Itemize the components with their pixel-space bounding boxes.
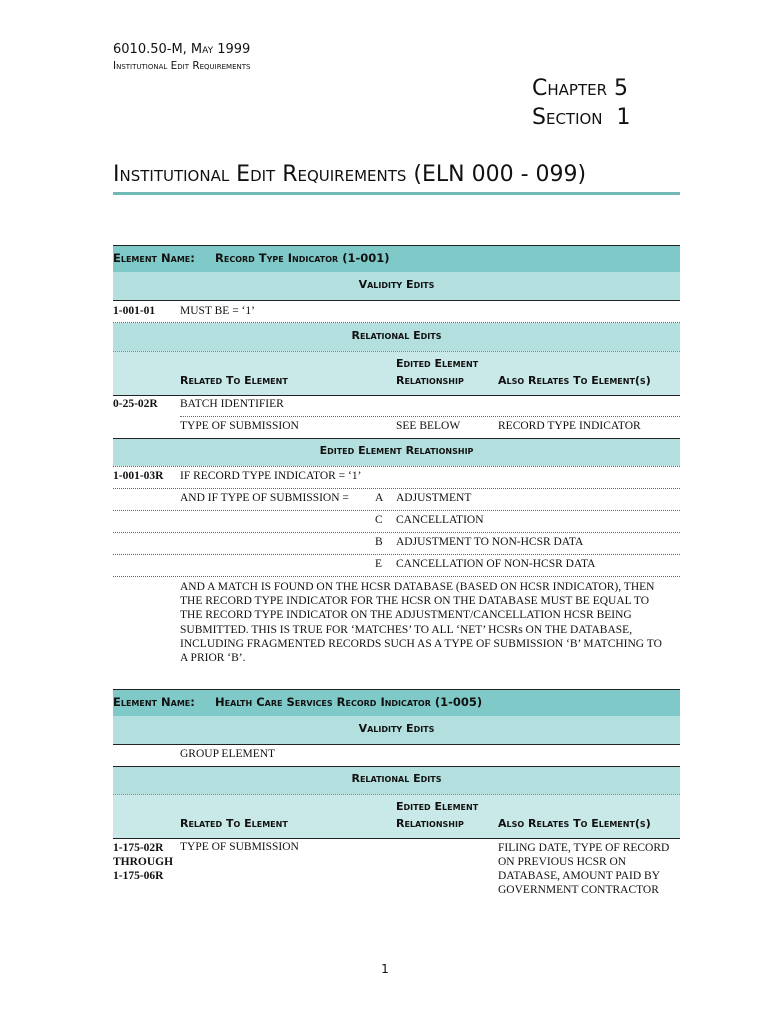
eer-paragraph-line: THE RECORD TYPE INDICATOR ON THE ADJUSTMENT/CANCELLATION HCSR BEING — [180, 609, 632, 622]
col-edited-2: Relationship — [396, 374, 464, 387]
eer-paragraph-line: A PRIOR ‘B’. — [180, 652, 246, 665]
eer-option-code: C — [375, 514, 383, 526]
also-line: ON PREVIOUS HCSR ON — [498, 856, 627, 868]
col-edited-1: Edited Element — [396, 800, 479, 813]
eer-paragraph-line: AND A MATCH IS FOUND ON THE HCSR DATABASE (BASED ON HCSR INDICATOR), THEN — [180, 581, 655, 593]
validity-heading: Validity Edits — [358, 278, 435, 291]
divider — [113, 466, 680, 467]
eer-option-code: B — [375, 536, 383, 548]
col-edited-1: Edited Element — [396, 357, 479, 370]
also-line: GOVERNMENT CONTRACTOR — [498, 884, 659, 896]
divider — [113, 744, 680, 745]
element-name-value: Health Care Services Record Indicator (1-005) — [215, 695, 483, 709]
divider — [113, 532, 680, 533]
rel-code: 0-25-02R — [113, 398, 158, 410]
code-line: 1-175-02R — [113, 842, 164, 854]
relational-heading: Relational Edits — [351, 772, 442, 785]
divider — [113, 438, 680, 439]
code-line: 1-175-06R — [113, 870, 164, 882]
validity-text: MUST BE = ‘1’ — [180, 305, 255, 317]
divider — [113, 554, 680, 555]
eer-paragraph-line: INCLUDING FRAGMENTED RECORDS SUCH AS A TYPE OF SUBMISSION ‘B’ MATCHING TO — [180, 637, 662, 650]
also-line: FILING DATE, TYPE OF RECORD — [498, 842, 670, 854]
divider — [113, 351, 680, 352]
rel-element: TYPE OF SUBMISSION — [180, 841, 299, 853]
eer-heading: Edited Element Relationship — [319, 444, 474, 457]
rel-row1-element: BATCH IDENTIFIER — [180, 398, 284, 410]
element-name-value: Record Type Indicator (1-001) — [215, 251, 390, 265]
section-label: Section 1 — [532, 105, 631, 130]
divider — [113, 689, 680, 690]
validity-heading: Validity Edits — [358, 722, 435, 735]
validity-text: GROUP ELEMENT — [180, 748, 276, 760]
rel-row2-relationship: SEE BELOW — [396, 420, 461, 432]
divider — [113, 794, 680, 795]
col-also: Also Relates To Element(s) — [498, 817, 651, 830]
code-block — [113, 841, 173, 883]
col-also: Also Relates To Element(s) — [498, 374, 651, 387]
eer-paragraph-line: SUBMITTED. THIS IS TRUE FOR ‘MATCHES’ TO ALL ‘NET’ HCSRs ON THE DATABASE, — [180, 623, 633, 636]
eer-option-text: ADJUSTMENT TO NON-HCSR DATA — [396, 536, 584, 548]
divider — [113, 576, 680, 577]
divider — [113, 395, 680, 396]
also-line: DATABASE, AMOUNT PAID BY — [498, 870, 661, 882]
eer-if: IF RECORD TYPE INDICATOR = ‘1’ — [180, 470, 362, 482]
rel-row2-also: RECORD TYPE INDICATOR — [498, 420, 641, 432]
element-name-bar — [113, 245, 680, 272]
doc-id: 6010.50-M, May 1999 — [113, 42, 251, 57]
doc-subtitle: Institutional Edit Requirements — [113, 60, 251, 72]
divider — [113, 300, 680, 301]
eer-code: 1-001-03R — [113, 470, 164, 482]
eer-and: AND IF TYPE OF SUBMISSION = — [180, 492, 349, 504]
eer-option-text: ADJUSTMENT — [396, 492, 472, 504]
col-edited-2: Relationship — [396, 817, 464, 830]
validity-code: 1-001-01 — [113, 305, 156, 317]
eer-option-text: CANCELLATION — [396, 514, 484, 526]
title-rule — [113, 192, 680, 195]
divider — [113, 245, 680, 246]
divider — [180, 416, 680, 417]
page-number: 1 — [381, 962, 389, 976]
element-name-label: Element Name: — [113, 695, 195, 709]
eer-paragraph-line: THE RECORD TYPE INDICATOR FOR THE HCSR ON THE DATABASE MUST BE EQUAL TO — [180, 595, 650, 608]
eer-option-code: E — [375, 558, 383, 570]
rel-row2-element: TYPE OF SUBMISSION — [180, 420, 299, 432]
divider — [113, 510, 680, 511]
col-related: Related To Element — [180, 374, 288, 387]
element-name-label: Element Name: — [113, 251, 195, 265]
chapter-label: Chapter 5 — [532, 76, 628, 101]
divider — [113, 766, 680, 767]
also-block — [498, 841, 669, 897]
code-line: THROUGH — [113, 856, 174, 868]
eer-paragraph — [180, 580, 662, 665]
page-title: Institutional Edit Requirements (ELN 000 - 099) — [113, 162, 587, 187]
divider — [113, 838, 680, 839]
relational-heading: Relational Edits — [351, 329, 442, 342]
eer-option-text: CANCELLATION OF NON-HCSR DATA — [396, 558, 596, 570]
divider — [113, 488, 680, 489]
col-related: Related To Element — [180, 817, 288, 830]
eer-option-code: A — [375, 492, 384, 504]
